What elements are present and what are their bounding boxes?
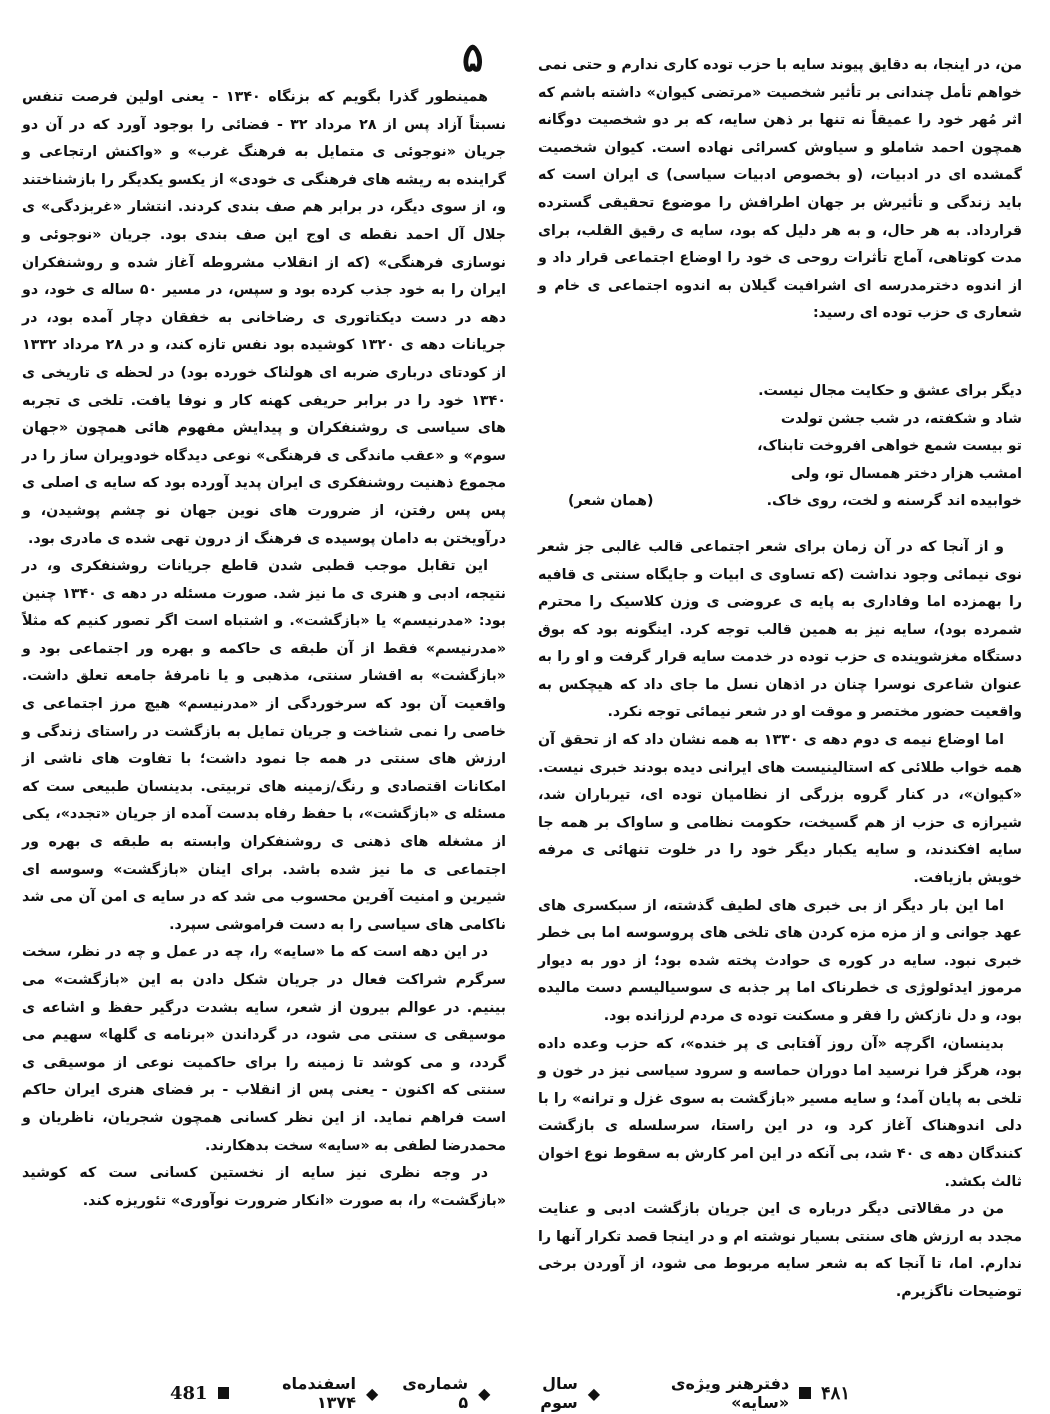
paragraph: همینطور گذرا بگویم که بزنگاه ۱۳۴۰ - یعنی اولین فرصت تنفس نسبتاً آزاد پس از ۲۸ مرداد ۳۲ - فضائی را بوجود آورد که در آن دو جریان «نوجوئی ی متمایل به فرهنگ غرب» و «واکنش ارتجاعی و گراینده به ریشه های فرهنگی ی خودی» از یکسو یکدیگر را بازشناختند و، از سوی دیگر، در برابر هم صف بندی کردند. انتشار «غربزدگی» ی جلال آل احمد نقطه ی اوج این صف بندی بود. جریان «نوجوئی و نوسازی فرهنگی» (که از انقلاب مشروطه آغاز شده و روشنفکران ایران را به خود جذب کرده بود و سپس، در مسیر ۵۰ ساله ی خود، دو دهه در دست دیکتاتوری ی رضاخانی به خفقان دچار آمده بود، در جریانات دهه ی ۱۳۲۰ کوشیده بود نفس تازه کند، و در ۲۸ مرداد ۱۳۳۲ از کودتای درباری ضربه ای هولناک خورده بود) در لحظه ی تاریخی ی ۱۳۴۰ خود را در برابر حریفی کهنه کار و نوفا یافت. تلخی ی تجربه های سیاسی ی روشنفکران و پیدایش مفهوم هائی همچون «جهان سوم» و «عقب ماندگی ی فرهنگی» نوعی دیدگاه خودویران ساز را در مجموع ذهنیت روشنفکری ی ایران پدید آورده بود که سایه ی اصلی ی پس پس رفتن، از ضرورت های نوین جهان نو چشم پوشیدن، و درآویختن به دامان پوسیده ی فرهنگ از درون تهی شده ی مادری بود. bbox=[22, 89, 506, 547]
paragraph: در این دهه است که ما «سایه» را، چه در عمل و چه در نظر، سخت سرگرم شراکت فعال در جریان شکل دادن به این «بازگشت» می بینیم. در عوالم بیرون از شعر، سایه بشدت درگیر حفظ و اشاعه ی موسیقی ی سنتی می شود، در گرداندن «برنامه ی گلها» سهیم می گردد، و می کوشد تا زمینه را برای حاکمیت نوعی از موسیقی ی سنتی که اکنون - یعنی پس از انقلاب - بر فضای هنری ایران حاکم است فراهم نماید. از این نظر کسانی همچون شجریان، ناظریان و محمدرضا لطفی به «سایه» سخت بدهکارند. bbox=[22, 944, 506, 1154]
diamond-separator-icon: ◆ bbox=[365, 1383, 379, 1403]
paragraph: این تقابل موجب قطبی شدن قاطع جریانات روشنفکری و، در نتیجه، ادبی و هنری ی ما نیز شد. صورت مسئله در دهه ی ۱۳۴۰ چنین بود: «مدرنیسم» یا «بازگشت». و اشتباه است اگر تصور کنیم که مثلاً «مدرنیسم» فقط از آن طبقه ی حاکمه و بهره ور اجتماعی بود و «بازگشت» به اقشار سنتی، مذهبی و یا نامرفهٔ جامعه تعلق داشت. واقعیت آن بود که سرخوردگی از «مدرنیسم» هیچ مرز اجتماعی ی خاصی را نمی شناخت و جریان تمایل به بازگشت در راستای زندگی و ارزش های سنتی در همه جا نمود داشت؛ با تفاوت های ناشی از امکانات اقتصادی و رنگ/زمینه های تربیتی. بدینسان طبیعی ست که مسئله ی «بازگشت»، با حفظ رفاه بدست آمده از جریان «تجدد»، یکی از مشغله های ذهنی ی روشنفکران وابسته به طبقه ی بهره ور اجتماعی ی ما نیز شده باشد. برای اینان «بازگشت» وسوسه ای شیرین و امنیت آفرین محسوب می شد که در سایه ی امن آن می شد ناکامی های سیاسی را به دست فراموشی سپرد. bbox=[22, 558, 506, 933]
poem-line: تو بیست شمع خواهی افروخت تابناک، bbox=[757, 438, 1022, 455]
right-column bbox=[538, 52, 1022, 1307]
poem-line: دیگر برای عشق و حکایت مجال نیست. bbox=[758, 382, 1022, 399]
paragraph: اما اوضاع نیمه ی دوم دهه ی ۱۳۳۰ به همه نشان داد که از تحقق آن همه خواب طلائی که استالینیست های ایرانی دیده بودند خبری نیست. «کیوان»، در کنار گروه بزرگی از نظامیان توده ای، تیرباران شد، شیرازه ی حزب از هم گسیخت، حکومت نظامی و ساواک بر همه جا سایه افکندند، و سایه یکبار دیگر خود را در خلوت تنهائی ی مرفه خویش بازیافت. bbox=[538, 732, 1022, 887]
poem-line: شاد و شکفته، در شب جشن تولدت bbox=[780, 410, 1022, 427]
footer-issue: شماره‌ی ۵ bbox=[402, 1374, 469, 1412]
poem-block bbox=[538, 378, 1022, 516]
page-number: ۵ bbox=[462, 34, 484, 81]
poem-line: امشب هزار دختر همسال تو، ولی bbox=[790, 465, 1022, 482]
footer-page-number-latin: 481 bbox=[169, 1382, 208, 1404]
paragraph: من، در اینجا، به دقایق پیوند سایه با حزب توده کاری ندارم و حتی نمی خواهم تأمل چندانی بر تأثیر شخصیت «مرتضی کیوان» داشته باشم که اثر مُهر خود را عمیقاً نه تنها بر ذهن سایه، که بر دو شخصیت دوگانه همچون احمد شاملو و سیاوش کسرائی نهاده است. کیوان شخصیت گمشده ای در ادبیات، (و بخصوص ادبیات سیاسی) ی ایران است که باید زندگی و تأثیرش بر جهان اطرافش را موضوع تحقیقی گسترده قرارداد. به هر حال، و به هر دلیل که بود، سایه ی رقیق القلب، برای مدت کوتاهی، آماج تأثرات روحی ی خود را اوضاع اجتماعی قرار داد و از اندوه دخترمدرسه ای اشرافیت گیلان به اندوه اجتماعی ی خام و شعاری ی حزب توده ای رسید: bbox=[538, 57, 1022, 322]
footer-magazine: دفترهنر ویژه‌ی «سایه» bbox=[670, 1374, 790, 1412]
paragraph: اما این بار دیگر از بی خبری های لطیف گذشته، از سبکسری های عهد جوانی و از مزه مزه کردن های تلخی های پروسوسه اما بی خطر خبری نبود. سایه در کوره ی حوادث پخته شده بود؛ از دور به دیوار مرموز ایدئولوژی ی خطرناک اما پر جذبه ی سوسیالیسم دست مالیده بود، و دل نازکش را فقر و مسکنت توده ی مردم لرزانده بود. bbox=[538, 897, 1022, 1024]
footer-year: سال سوم bbox=[540, 1374, 578, 1412]
paragraph: و از آنجا که در آن زمان برای شعر اجتماعی قالب غالبی جز شعر نوی نیمائی وجود نداشت (که تساوی ی ابیات و جایگاه سنتی ی قافیه را بهمزده اما وفاداری به پایه ی عروضی ی وزن کلاسیک را محترم شمرده بود)، سایه نیز به همین قالب توجه کرد. اینگونه بود که بوق دستگاه مغزشوینده ی حزب توده در خدمت سایه قرار گرفت و او را به عنوان شاعری نوسرا چنان در اذهان نسل ما جای داد که هیچکس به واقعیت حضور مختصر و موقت او در شعر نیمائی توجه نکرد. bbox=[538, 538, 1022, 721]
footer-page-number: ۴۸۱ bbox=[821, 1382, 851, 1404]
paragraph: در وجه نظری نیز سایه از نخستین کسانی ست که کوشید «بازگشت» را، به صورت «انکار ضرورت نوآوری» تئوریزه کند. bbox=[22, 1165, 506, 1209]
paragraph: بدینسان، اگرچه «آن روز آفتابی ی پر خنده»، که حزب وعده داده بود، هرگز فرا نرسید اما دوران حماسه و سرود سیاسی نیز در خون و تلخی به پایان آمد؛ و سایه مسیر «بازگشت به سوی غزل و ترانه» را با دلی اندوهناک آغاز کرد و، در این راستا، سرسلسله ی بازگشت کنندگان دهه ی ۴۰ شد، بی آنکه در این امر کارش به سقوط نوع اخوان ثالث بکشد. bbox=[538, 1035, 1023, 1190]
left-column bbox=[22, 84, 506, 1215]
diamond-separator-icon: ◆ bbox=[587, 1383, 601, 1403]
square-bullet-icon bbox=[218, 1387, 230, 1399]
diamond-separator-icon: ◆ bbox=[478, 1383, 491, 1403]
poem-source: (همان شعر) bbox=[568, 493, 654, 510]
paragraph: من در مقالاتی دیگر درباره ی این جریان بازگشت ادبی و عنایت مجدد به ارزش های سنتی بسیار نوشته ام و در اینجا قصد تکرار آنها را ندارم. اما، تا آنجا که به شعر سایه مربوط می شود، از آوردن برخی توضیحات ناگزیرم. bbox=[538, 1201, 1022, 1300]
footer-date: اسفندماه ۱۳۷۴ bbox=[282, 1374, 356, 1412]
square-bullet-icon bbox=[799, 1387, 811, 1399]
poem-line-last bbox=[538, 488, 1022, 516]
poem-line: خوابیده اند گرسنه و لخت، روی خاک. bbox=[766, 493, 1022, 510]
page-footer bbox=[169, 1374, 851, 1412]
